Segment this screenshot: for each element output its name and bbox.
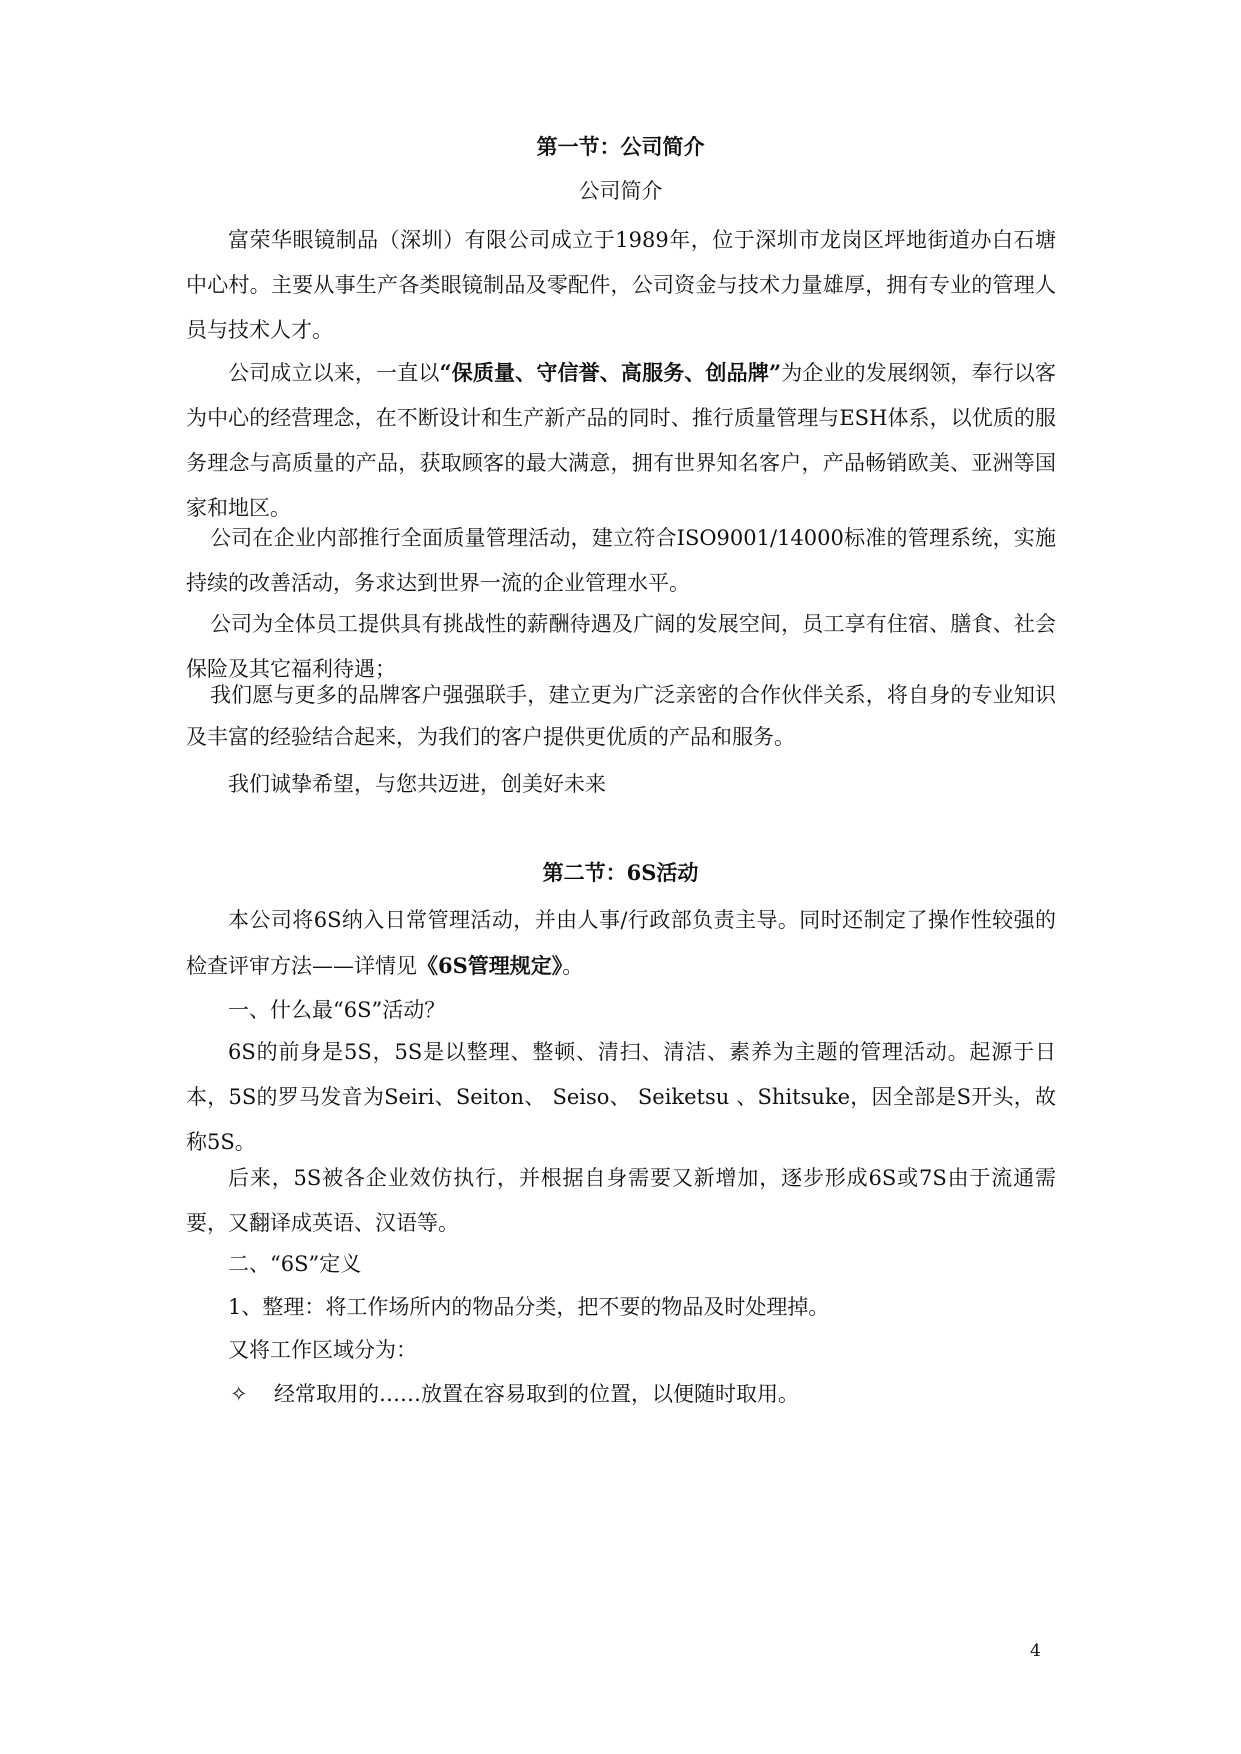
bullet-item-1-text: 经常取用的……放置在容易取到的位置，以便随时取用。	[274, 1382, 799, 1406]
page-number: 4	[1030, 1641, 1041, 1661]
definition-item-1: 1、整理：将工作场所内的物品分类，把不要的物品及时处理掉。	[228, 1295, 830, 1319]
section1-paragraph-4: 公司为全体员工提供具有挑战性的薪酬待遇及广阔的发展空间，员工享有住宿、膳食、社会保险及其它福利待遇；	[186, 612, 1056, 681]
section1-paragraph-5: 我们愿与更多的品牌客户强强联手，建立更为广泛亲密的合作伙伴关系，将自身的专业知识及丰富的经验结合起来，为我们的客户提供更优质的产品和服务。	[186, 683, 1056, 749]
question-what-is-6s: 一、什么最“6S”活动？	[228, 998, 446, 1022]
regulation-title: 《6S管理规定》	[417, 953, 563, 978]
section2-paragraph-1-end: 。	[562, 954, 584, 978]
section1-paragraph-6: 我们诚挚希望，与您共迈进，创美好未来	[228, 772, 606, 796]
section2-paragraph-1-text: 本公司将6S纳入日常管理活动，并由人事/行政部负责主导。同时还制定了操作性较强的检查评审方法——详情见	[186, 908, 1056, 978]
section1-title: 第一节：公司简介	[536, 134, 705, 159]
question-6s-definition: 二、“6S”定义	[228, 1252, 362, 1276]
company-motto: “保质量、守信誉、高服务、创品牌”	[439, 360, 782, 385]
section2-paragraph-2: 6S的前身是5S，5S是以整理、整顿、清扫、清洁、素养为主题的管理活动。起源于日本，5S的罗马发音为Seiri、Seiton、 Seiso、 Seiketsu 、Shitsuke，因全部是S开头，故称5S。	[186, 1040, 1056, 1154]
section2-paragraph-3: 后来，5S被各企业效仿执行，并根据自身需要又新增加，逐步形成6S或7S由于流通需要，又翻译成英语、汉语等。	[186, 1166, 1056, 1235]
paragraph-2-text-start: 公司成立以来，一直以	[228, 361, 440, 385]
diamond-bullet-icon: ✧	[230, 1382, 248, 1406]
paragraph-2-text-end: 为企业的发展纲领，奉行以客为中心的经营理念，在不断设计和生产新产品的同时、推行质量管理与ESH体系，以优质的服务理念与高质量的产品，获取顾客的最大满意，拥有世界知名客户，产品畅销欧美、亚洲等国家和地区。	[186, 361, 1057, 520]
section1-paragraph-3: 公司在企业内部推行全面质量管理活动，建立符合ISO9001/14000标准的管理系统，实施持续的改善活动，务求达到世界一流的企业管理水平。	[186, 526, 1056, 595]
section1-subtitle: 公司简介	[578, 179, 663, 203]
section1-paragraph-2	[186, 350, 1056, 531]
section2-title: 第二节：6S活动	[542, 860, 699, 885]
bullet-item-1	[230, 1379, 799, 1409]
section2-paragraph-1	[186, 898, 1056, 989]
section1-paragraph-1: 富荣华眼镜制品（深圳）有限公司成立于1989年，位于深圳市龙岗区坪地街道办白石塘中心村。主要从事生产各类眼镜制品及零配件，公司资金与技术力量雄厚，拥有专业的管理人员与技术人才。	[186, 228, 1056, 342]
definition-item-1-sub: 又将工作区域分为：	[228, 1338, 417, 1362]
